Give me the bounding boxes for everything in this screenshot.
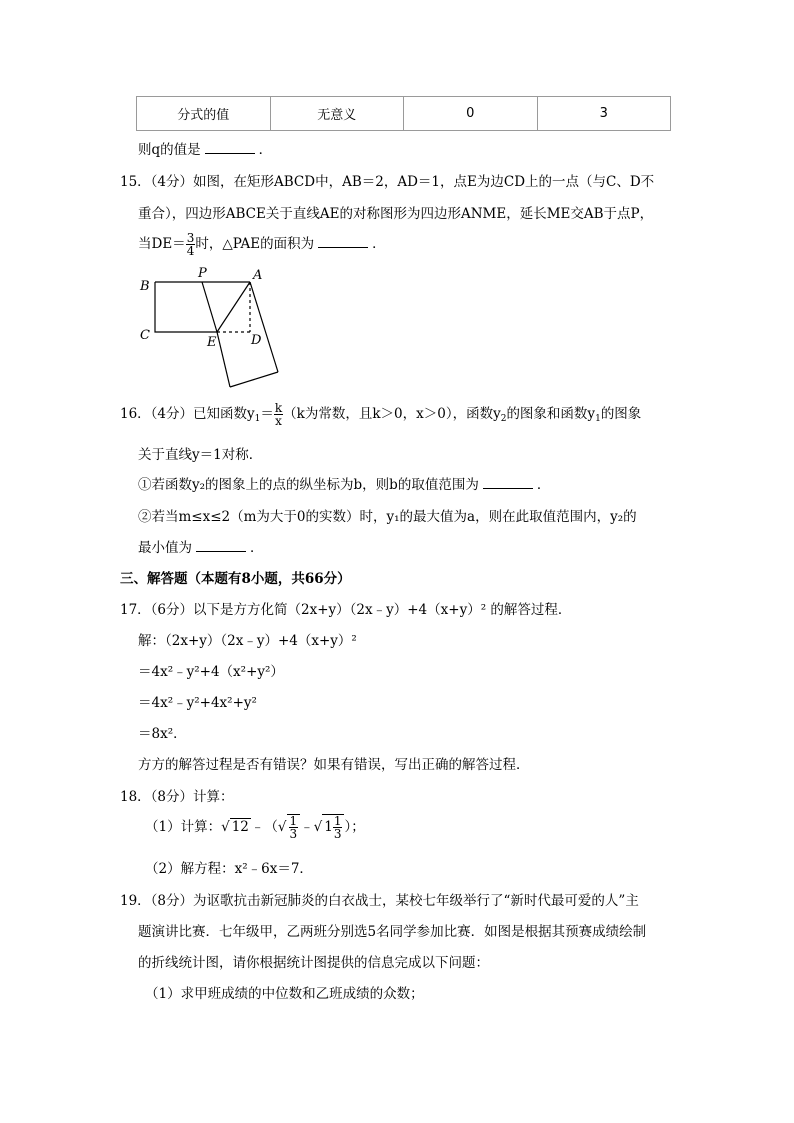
table-cell: 无意义 [270,97,404,131]
table-row [137,97,671,131]
fraction: $\frac{3}{4}$ [186,231,195,258]
q16-line1: 16．（4分）已知函数$y_1=$ $\frac{k}{x}$ （k为常数，且k＞0，x＞0），函数$y_2$的图象和函数$y_1$的图象 [120,401,642,428]
label-P: P [198,266,207,281]
q17-sol2: ＝4x²﹣y²+4x²+y² [138,695,257,711]
q18-line1: 18．（8分）计算： [120,789,234,805]
answer-blank [318,246,368,248]
q19-line4: （1）求甲班成绩的中位数和乙班成绩的众数； [145,986,424,1002]
answer-blank [205,152,255,154]
label-B: B [140,279,150,294]
rectangle-figure [135,262,285,392]
q14-tail: 则q的值是 ． [138,142,273,158]
table-cell: 3 [537,97,671,131]
q16-part2b: 最小值为 ． [138,540,264,556]
q15-line1: 15．（4分）如图，在矩形ABCD中，AB＝2，AD＝1，点E为边CD上的一点（与C、D不 [120,174,655,190]
q19-line2: 题演讲比赛．七年级甲，乙两班分别选5名同学参加比赛．如图是根据其预赛成绩绘制 [138,924,647,940]
answer-blank [483,487,533,489]
q17-question: 方方的解答过程是否有错误？如果有错误，写出正确的解答过程． [138,757,530,773]
q16-line2: 关于直线y＝1对称． [138,447,263,463]
fraction: $\frac{k}{x}$ [274,401,283,428]
q18-part2: （2）解方程：x²﹣6x＝7． [145,861,313,877]
q18-part1: （1）计算：√ 12 ﹣（√ $\frac{1}{3}$ ﹣√ 1 $\frac{1}{3}$ ）； [145,814,365,841]
q16-part2: ②若当m≤x≤2（m为大于0的实数）时，y₁的最大值为a，则在此取值范围内，y₂的 [138,509,637,525]
q19-line1: 19．（8分）为讴歌抗击新冠肺炎的白衣战士，某校七年级举行了“新时代最可爱的人”主 [120,893,639,909]
table-cell: 分式的值 [137,97,271,131]
q15-line2: 重合），四边形ABCE关于直线AE的对称图形为四边形ANME，延长ME交AB于点P， [138,206,654,222]
table-cell: 0 [404,97,538,131]
q19-line3: 的折线统计图，请你根据统计图提供的信息完成以下问题： [138,955,489,971]
q17-sol1: ＝4x²﹣y²+4（x²+y²） [138,664,284,680]
q17-sol3: ＝8x²． [138,726,187,742]
value-table [136,96,671,131]
label-D: D [251,333,262,348]
label-E: E [207,335,217,350]
label-C: C [140,328,150,343]
q15-line3: 当DE＝ $\frac{3}{4}$ 时，△PAE的面积为 ． [138,231,386,258]
answer-blank [196,550,246,552]
q16-part1: ①若函数y₂的图象上的点的纵坐标为b，则b的取值范围为 ． [138,477,551,493]
section-heading: 三、解答题（本题有8小题，共66分） [120,571,351,587]
label-A: A [253,268,263,283]
q17-sol0: 解：（2x+y）（2x﹣y）+4（x+y）² [138,633,357,649]
q17-line1: 17．（6分）以下是方方化简（2x+y）（2x﹣y）+4（x+y）² 的解答过程． [120,602,572,618]
